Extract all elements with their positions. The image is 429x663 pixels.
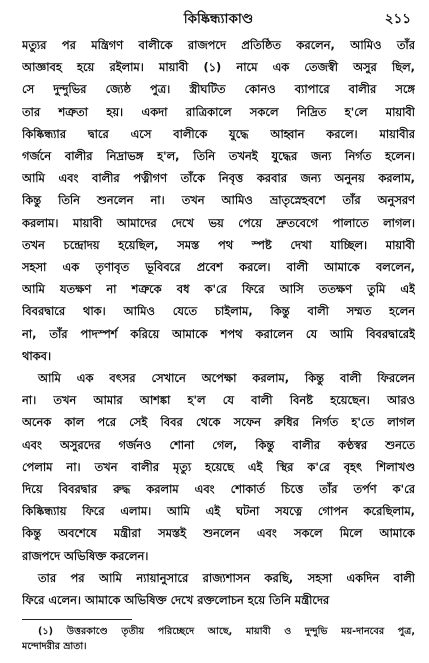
text-line: পেলাম না। তখন বালীর মৃত্যু হয়েছে এই স্থির ক'রে বৃহৎ শিলাখণ্ড [22, 459, 415, 474]
text-line: অনেক কাল পরে সেই বিবর থেকে সফেন রুধির নির্গত হ'তে লাগল [22, 415, 415, 430]
footnote-line: মন্দোদরীর ভ্রাতা। [22, 641, 87, 653]
text-line: করলাম। মায়াবী আমাদের দেখে ভয় পেয়ে দ্রুতবেগে পালাতে লাগল। [22, 215, 415, 230]
text-line: তার শত্রুতা হয়। একদা রাত্রিকালে সকলে নিদ্রিত হ'লে মায়াবী [22, 104, 415, 119]
text-line: আমি এবং বালীর পত্নীগণ তাঁকে নিবৃত্ত করবার জন্য অনুনয় করলাম, [22, 171, 415, 186]
text-line: না। তখন আমার আশঙ্কা হ'ল যে বালী বিনষ্ট হয়েছেন। আরও [22, 393, 415, 408]
text-line: আজ্ঞাবহ হয়ে রইলাম। মায়াবী (১) নামে এক তেজস্বী অসুর ছিল, [22, 60, 415, 75]
footnote-line: (১) উত্তরকাণ্ডে তৃতীয় পরিচ্ছেদে আছে, মায়াবী ও দুন্দুভি ময়-দানবের পুত্র, [38, 626, 415, 638]
text-line: থাকব। [22, 348, 52, 363]
text-line: মত্যুর পর মন্ত্রিগণ বালীকে রাজপদে প্রতিষ্ঠিত করলেন, আমিও তাঁর [22, 38, 415, 52]
footnote [22, 624, 415, 654]
paragraph [22, 567, 415, 611]
text-line: আমি এক বৎসর সেখানে অপেক্ষা করলাম, কিন্তু বালী ফিরলেন [38, 371, 415, 386]
text-line: দিয়ে বিবরদ্বার রুদ্ধ করলাম এবং শোকার্ত চিত্তে তাঁর তর্পণ ক'রে [22, 482, 415, 497]
body-text [22, 34, 415, 611]
text-line: কিন্তু অবশেষে মন্ত্রীরা সমস্তই শুনলেন এবং সকলে মিলে আমাকে [22, 526, 415, 541]
text-line: কিষ্কিন্ধ্যার দ্বারে এসে বালীকে যুদ্ধে আহ্বান করলে। মায়াবীর [22, 126, 415, 141]
text-line: সে দুন্দুভির জ্যেষ্ঠ পুত্র। স্ত্রীঘটিত কোনও ব্যাপারে বালীর সঙ্গে [22, 82, 415, 97]
paragraph [22, 34, 415, 367]
text-line: তখন চন্দ্রোদয় হয়েছিল, সমস্ত পথ স্পষ্ট দেখা যাচ্ছিল। মায়াবী [22, 237, 415, 252]
text-line: রাজপদে অভিষিক্ত করলেন। [22, 548, 149, 563]
page-number: ২১১ [384, 11, 411, 27]
paragraph [22, 367, 415, 567]
text-line: ফিরে এলেন। আমাকে অভিষিক্ত দেখে রক্তলোচন হয়ে তিনি মন্ত্রীদের [22, 593, 330, 608]
text-line: কিন্তু তিনি শুনলেন না। তখন আমিও ভ্রাতৃস্নেহবশে তাঁর অনুসরণ [22, 193, 415, 208]
footnote-divider [22, 619, 132, 620]
text-line: তার পর আমি ন্যায়ানুসারে রাজ্যশাসন করছি, সহসা একদিন বালী [38, 570, 415, 585]
text-line: আমি যতক্ষণ না শত্রুকে বধ ক'রে ফিরে আসি ততক্ষণ তুমি এই [22, 282, 415, 297]
text-line: সহসা এক তৃণাবৃত ভূবিবরে প্রবেশ করলে। বালী আমাকে বললেন, [22, 260, 415, 275]
text-line: কিষ্কিন্ধ্যায় ফিরে এলাম। আমি এই ঘটনা সযত্নে গোপন করেছিলাম, [22, 504, 415, 519]
text-line: এবং অসুরদের গর্জনও শোনা গেল, কিন্তু বালীর কণ্ঠস্বর শুনতে [22, 437, 415, 452]
running-title: কিষ্কিন্ধ্যাকাণ্ড [183, 11, 254, 27]
text-line: গর্জনে বালীর নিদ্রাভঙ্গ হ'ল, তিনি তখনই যুদ্ধের জন্য নির্গত হলেন। [22, 149, 415, 164]
page-header [22, 8, 415, 30]
text-line: বিবরদ্বারে থাক। আমিও যেতে চাইলাম, কিন্তু বালী সম্মত হলেন [22, 304, 415, 319]
text-line: না, তাঁর পাদস্পর্শ করিয়ে আমাকে শপথ করালেন যে আমি বিবরদ্বারেই [22, 326, 415, 341]
